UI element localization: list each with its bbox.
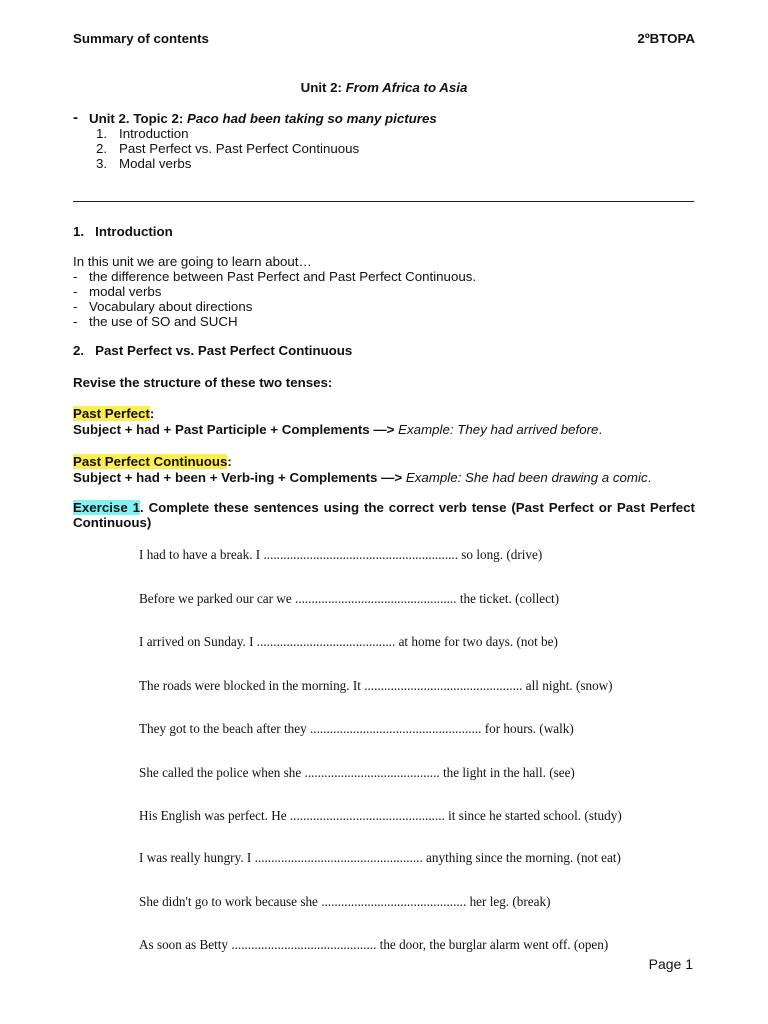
section-1-list xyxy=(73,269,476,329)
list-text: Past Perfect vs. Past Perfect Continuous xyxy=(119,141,360,156)
past-perfect-label: Past Perfect xyxy=(73,406,150,421)
exercise-sentence: They got to the beach after they .................................................... for hours. (walk) xyxy=(139,721,574,736)
dash-bullet: - xyxy=(73,269,78,284)
past-perfect-structure: Subject + had + Past Participle + Complements —> xyxy=(73,422,399,437)
list-number: 1. xyxy=(96,126,108,141)
topic-contents-list xyxy=(96,126,359,171)
colon: : xyxy=(149,406,155,421)
list-text: Introduction xyxy=(119,126,189,141)
header-course: 2ºBTOPA xyxy=(637,31,695,46)
exercise-sentence: I had to have a break. I ........................................................... so long. (drive) xyxy=(139,547,543,562)
exercise-sentence: I arrived on Sunday. I .......................................... at home for two days. (not be) xyxy=(139,634,558,649)
unit-title-prefix: Unit 2: xyxy=(300,80,346,95)
list-item xyxy=(96,156,359,171)
exercise-1-instruction-text: . Complete these sentences using the correct verb tense (Past Perfect or Past Perfect Continuous) xyxy=(73,500,695,530)
list-number: 3. xyxy=(96,156,108,171)
past-perfect-continuous-label: Past Perfect Continuous xyxy=(73,454,228,469)
list-item xyxy=(96,126,359,141)
list-item xyxy=(96,141,359,156)
past-perfect-continuous-example: Example: She had been drawing a comic xyxy=(405,470,648,485)
page-number: Page 1 xyxy=(648,956,693,972)
exercise-sentence: I was really hungry. I ................................................... anything since the morning. (not eat) xyxy=(139,850,621,865)
exercise-1-label: Exercise 1 xyxy=(73,500,140,515)
exercise-sentence: As soon as Betty ............................................ the door, the burglar alarm went off. (open) xyxy=(139,937,609,952)
exercise-1-instruction xyxy=(73,500,695,530)
topic-name: Paco had been taking so many pictures xyxy=(187,111,437,126)
dash-bullet: - xyxy=(73,314,78,329)
list-item xyxy=(73,269,476,284)
past-perfect-continuous-structure: Subject + had + been + Verb-ing + Complements —> xyxy=(73,470,406,485)
past-perfect-continuous-label-line xyxy=(73,454,232,469)
list-item xyxy=(73,299,476,314)
section-1-intro: In this unit we are going to learn about… xyxy=(73,254,312,269)
section-1-heading: 1. Introduction xyxy=(73,224,173,239)
dash-bullet: - xyxy=(73,284,78,299)
exercise-sentence: The roads were blocked in the morning. It ................................................ all night. (snow) xyxy=(139,678,613,693)
period: . xyxy=(598,422,603,437)
period: . xyxy=(647,470,652,485)
list-text: the use of SO and SUCH xyxy=(89,314,238,329)
list-item xyxy=(73,284,476,299)
list-text: Modal verbs xyxy=(119,156,192,171)
past-perfect-continuous-structure-line xyxy=(73,470,651,485)
revise-instruction: Revise the structure of these two tenses: xyxy=(73,375,333,390)
section-2-heading: 2. Past Perfect vs. Past Perfect Continuous xyxy=(73,343,353,358)
unit-title-name: From Africa to Asia xyxy=(345,80,468,95)
section-divider xyxy=(73,201,694,202)
exercise-sentence: His English was perfect. He ............................................... it since he started school. (study) xyxy=(139,808,622,823)
exercise-sentence: Before we parked our car we ................................................. the ticket. (collect) xyxy=(139,591,560,606)
exercise-sentence: She didn't go to work because she ............................................ her leg. (break) xyxy=(139,894,551,909)
header-title: Summary of contents xyxy=(73,31,209,46)
past-perfect-structure-line xyxy=(73,422,602,437)
topic-title xyxy=(89,111,437,126)
list-text: modal verbs xyxy=(89,284,162,299)
list-text: Vocabulary about directions xyxy=(89,299,253,314)
past-perfect-example: Example: They had arrived before xyxy=(398,422,599,437)
topic-prefix: Unit 2. Topic 2: xyxy=(89,111,188,126)
past-perfect-label-line xyxy=(73,406,154,421)
unit-title xyxy=(0,80,768,95)
dash-bullet: - xyxy=(73,299,78,314)
topic-bullet: - xyxy=(73,109,78,126)
colon: : xyxy=(227,454,232,469)
exercise-sentence: She called the police when she ......................................... the light in the hall. (see) xyxy=(139,765,575,780)
list-number: 2. xyxy=(96,141,108,156)
list-item xyxy=(73,314,476,329)
list-text: the difference between Past Perfect and Past Perfect Continuous. xyxy=(89,269,477,284)
